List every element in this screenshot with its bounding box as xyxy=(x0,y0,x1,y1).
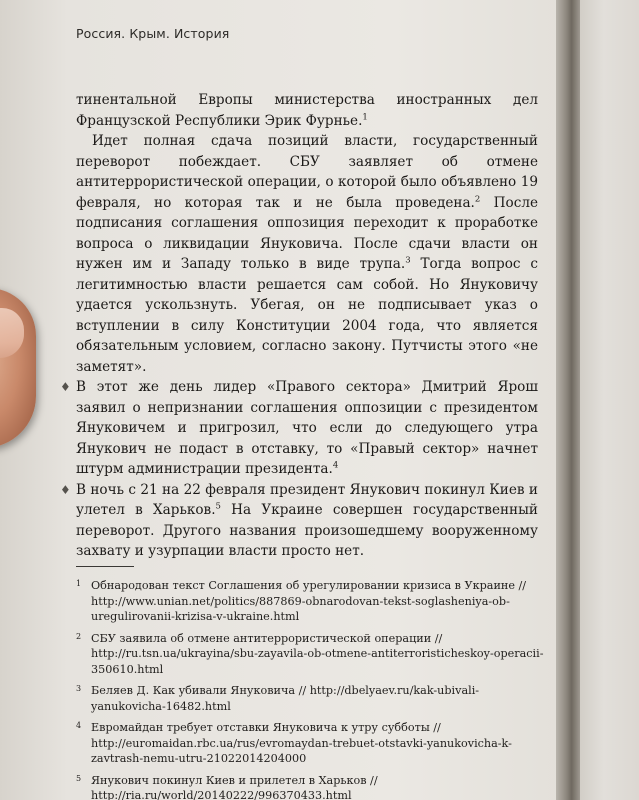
footnote-ref-2: 2 xyxy=(474,193,481,204)
footnote-ref-3: 3 xyxy=(405,255,411,266)
paragraph-2-part-c: Тогда вопрос с легитимностью власти решается сам собой. Но Януковичу удается ускользнуть. Убегая, он не подписывает указ о вступлении в силу Конституции 2004 года, что является обязательным условием, согласно закону. Путчисты этого «не заметят». xyxy=(76,256,538,375)
footnote-1 xyxy=(76,578,548,625)
footnote-number: 2 xyxy=(76,631,82,641)
footnote-text: Обнародован текст Соглашения об урегулировании кризиса в Украине // http://www.unian.net/politics/887869-obnarodovan-tekst-soglasheniya-ob-uregulirovanii-krizisa-v-ukraine.html xyxy=(91,579,527,623)
bullet-item-2 xyxy=(60,480,538,562)
footnote-4 xyxy=(76,720,548,767)
bullet-item-2-part-a: В ночь с 21 на 22 февраля президент Янукович покинул Киев и улетел в Харьков. xyxy=(76,481,538,518)
book-gutter xyxy=(556,0,582,800)
bullet-item-2-part-b: На Украине совершен государственный переворот. Другого названия произошедшему вооруженному захвату и узурпации власти просто нет. xyxy=(76,502,538,559)
footnote-text: Янукович покинул Киев и прилетел в Харьков // http://ria.ru/world/20140222/996370433.html xyxy=(91,773,378,800)
paragraph-2-part-a: Идет полная сдача позиций власти, государственный переворот побеждает. СБУ заявляет об отмене антитеррористической операции, о которой было объявлено 19 февраля, но которая так и не была проведена. xyxy=(76,133,538,211)
paragraph-2-part-b: После подписания соглашения оппозиция переходит к проработке вопроса о ликвидации Януковича. После сдачи власти он нужен им и Западу только в виде трупа. xyxy=(76,194,539,272)
footnote-text: Беляев Д. Как убивали Януковича // http://dbelyaev.ru/kak-ubivali-yanukovicha-16482.html xyxy=(91,684,480,713)
thumb xyxy=(0,288,36,448)
footnotes xyxy=(76,578,548,800)
bullet-item-1 xyxy=(60,377,538,480)
diamond-bullet-icon: ♦ xyxy=(60,482,71,497)
diamond-bullet-icon: ♦ xyxy=(60,380,71,394)
footnote-ref-4: 4 xyxy=(332,460,339,471)
paragraph-2 xyxy=(76,131,538,377)
footnote-number: 5 xyxy=(76,773,82,783)
footnote-3 xyxy=(76,683,548,714)
footnote-text: Евромайдан требует отставки Януковича к утру субботы // http://euromaidan.rbc.ua/rus/evromaydan-trebuet-otstavki-yanukovicha-k-zavtrash-nemu-utru-21022014204000 xyxy=(91,721,512,765)
bullet-item-1-text: В этот же день лидер «Правого сектора» Дмитрий Ярош заявил о непризнании соглашения оппозиции с президентом Януковичем и пригрозил, что если до следующего утра Янукович не подаст в отставку, то «Правый сектор» начнет штурм администрации президента. xyxy=(76,379,538,477)
footnote-number: 3 xyxy=(76,684,82,693)
footnote-divider xyxy=(76,566,134,567)
footnote-5 xyxy=(76,773,548,800)
footnote-2 xyxy=(76,631,548,678)
footnote-ref-5: 5 xyxy=(215,501,221,512)
right-page-edge xyxy=(580,0,639,800)
paragraph-1 xyxy=(76,90,538,131)
footnote-number: 4 xyxy=(76,721,82,730)
running-head: Россия. Крым. История xyxy=(76,26,230,41)
main-text xyxy=(60,90,539,562)
footnote-number: 1 xyxy=(76,579,82,588)
footnote-text: СБУ заявила об отмене антитеррористической операции // http://ru.tsn.ua/ukrayina/sbu-zayavila-ob-otmene-antiterroristicheskoy-operacii-350610.html xyxy=(91,631,544,676)
paragraph-1-text: тинентальной Европы министерства иностранных дел Французской Республики Эрик Фурнье. xyxy=(76,92,538,129)
footnote-ref-1: 1 xyxy=(362,111,368,122)
thumbnail-nail xyxy=(0,308,24,358)
